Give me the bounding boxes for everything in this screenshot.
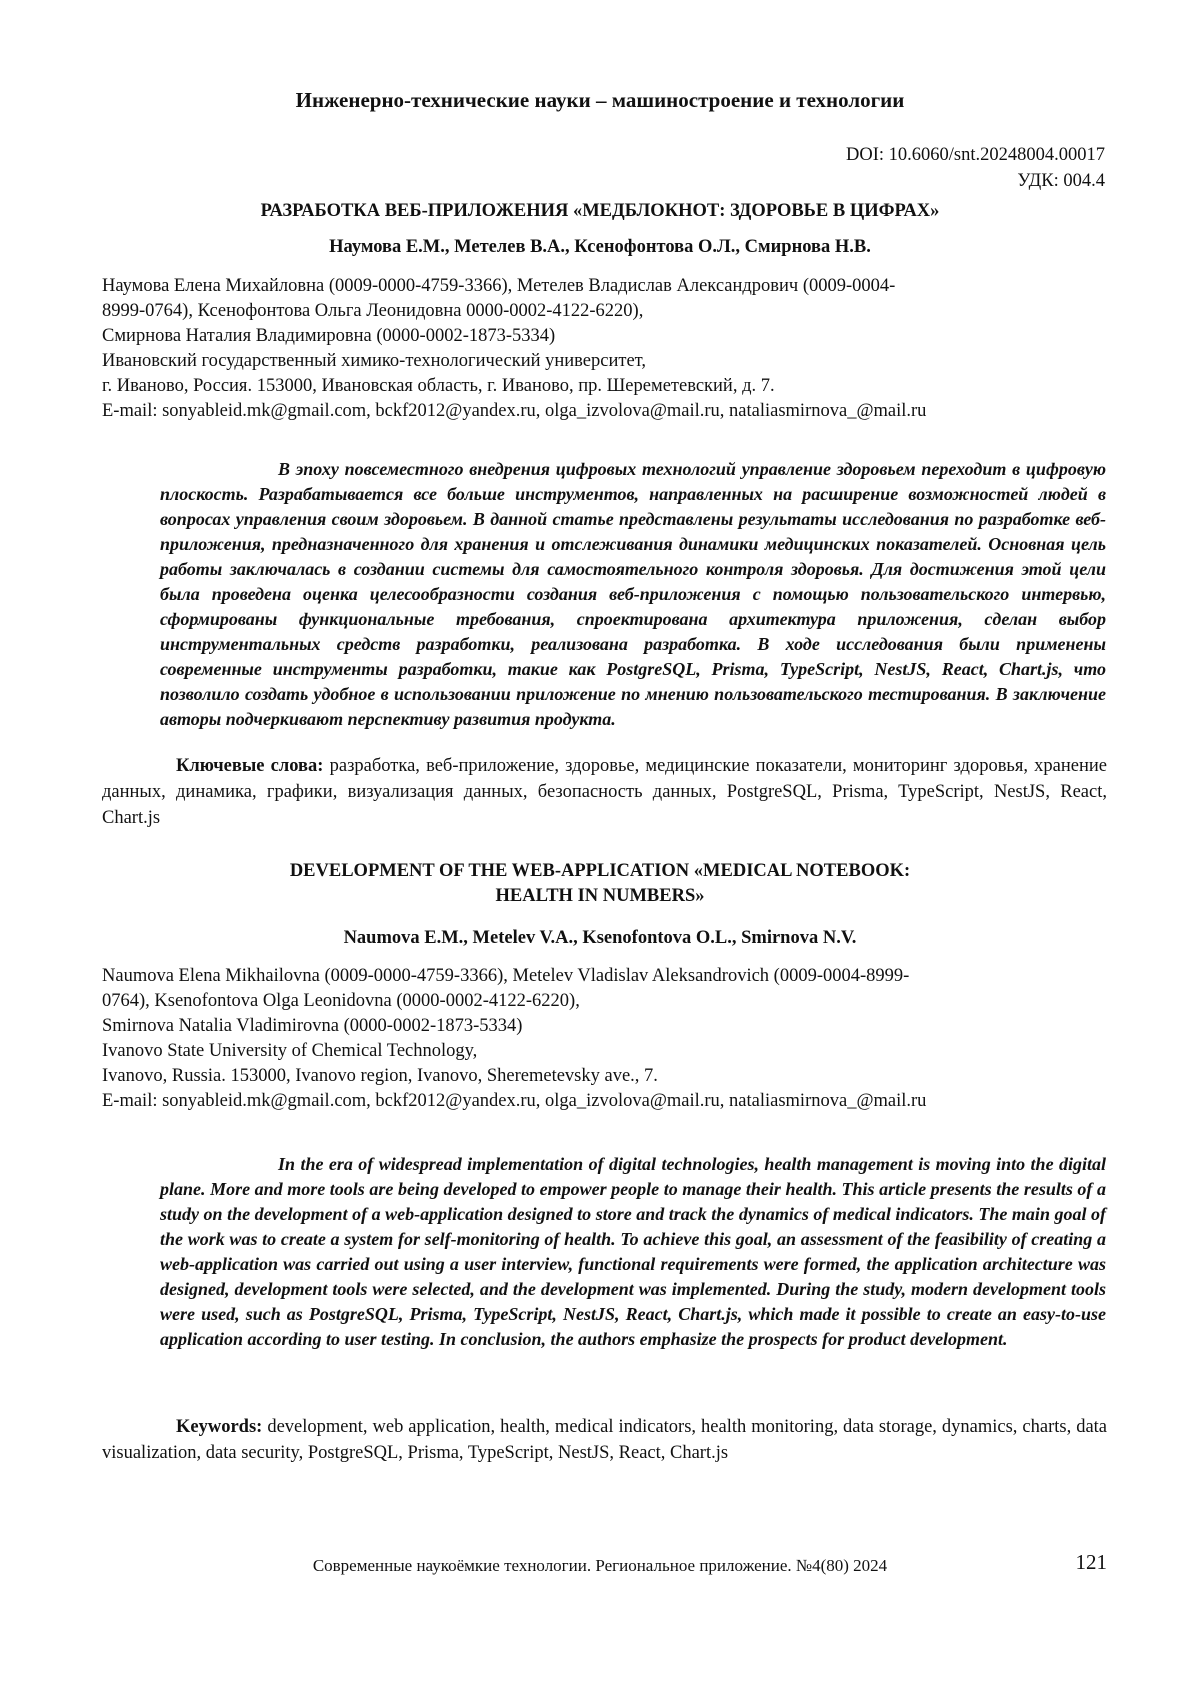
title-line: HEALTH IN NUMBERS»	[495, 886, 705, 906]
author-info-line: Ivanovo, Russia. 153000, Ivanovo region, Ivanovo, Sheremetevsky ave., 7.	[102, 1066, 658, 1086]
abstract-en: In the era of widespread implementation of digital technologies, health management is moving into the digital plane. More and more tools are being developed to empower people to manage their health. This article presents the results of a study on the development of a web-application designed to store and track the dynamics of medical indicators. The main goal of the work was to create a system for self-monitoring of health. To achieve this goal, an assessment of the feasibility of creating a web-application was carried out using a user interview, functional requirements were formed, the application architecture was designed, development tools were selected, and the development was implemented. During the study, modern development tools were used, such as PostgreSQL, Prisma, TypeScript, NestJS, React, Chart.js, which made it possible to create an easy-to-use application according to user testing. In conclusion, the authors emphasize the prospects for product development.	[160, 1154, 1106, 1349]
author-info-line: г. Иваново, Россия. 153000, Ивановская область, г. Иваново, пр. Шереметевский, д. 7.	[102, 376, 775, 396]
udk: УДК: 004.4	[1017, 171, 1105, 191]
journal-footer: Современные наукоёмкие технологии. Региональное приложение. №4(80) 2024	[312, 1556, 888, 1575]
article-title-en	[0, 859, 1200, 909]
keywords-text: development, web application, health, medical indicators, health monitoring, data storage, dynamics, charts, data visualization, data security, PostgreSQL, Prisma, TypeScript, NestJS, React, Chart.js	[102, 1417, 1108, 1463]
author-info-line: Наумова Елена Михайловна (0009-0000-4759-3366), Метелев Владислав Александрович (0009-0004-	[102, 276, 896, 296]
author-info-line: Ivanovo State University of Chemical Technology,	[102, 1041, 478, 1061]
abstract-ru: В эпоху повсеместного внедрения цифровых технологий управление здоровьем переходит в цифровую плоскость. Разрабатывается все больше инструментов, направленных на расширение возможностей людей в вопросах управления своим здоровьем. В данной статье представлены результаты исследования по разработке веб-приложения, предназначенного для хранения и отслеживания динамики медицинских показателей. Основная цель работы заключалась в создании системы для самостоятельного контроля здоровья. Для достижения этой цели была проведена оценка целесообразности создания веб-приложения с помощью пользовательского интервью, сформированы функциональные требования, спроектирована архитектура приложения, сделан выбор инструментальных средств разработки, реализована разработка. В ходе исследования были применены современные инструменты разработки, такие как PostgreSQL, Prisma, TypeScript, NestJS, React, Chart.js, что позволило создать удобное в использовании приложение по мнению пользовательского тестирования. В заключение авторы подчеркивают перспективу развития продукта.	[160, 459, 1106, 729]
authors-en: Naumova E.M., Metelev V.A., Ksenofontova O.L., Smirnova N.V.	[343, 928, 857, 948]
author-info-ru	[102, 274, 1107, 424]
journal-section-heading: Инженерно-технические науки – машиностроение и технологии	[295, 88, 905, 112]
page-number: 121	[1075, 1550, 1107, 1574]
author-info-line: E-mail: sonyableid.mk@gmail.com, bckf2012@yandex.ru, olga_izvolova@mail.ru, nataliasmirnova_@mail.ru	[102, 1091, 927, 1111]
keywords-label: Keywords:	[176, 1417, 263, 1437]
author-info-line: E-mail: sonyableid.mk@gmail.com, bckf2012@yandex.ru, olga_izvolova@mail.ru, nataliasmirnova_@mail.ru	[102, 401, 927, 421]
doi: DOI: 10.6060/snt.20248004.00017	[846, 145, 1105, 165]
keywords-label: Ключевые слова:	[176, 756, 324, 776]
author-info-line: Naumova Elena Mikhailovna (0009-0000-4759-3366), Metelev Vladislav Aleksandrovich (0009-0004-8999-	[102, 966, 910, 986]
authors-ru: Наумова Е.М., Метелев В.А., Ксенофонтова О.Л., Смирнова Н.В.	[329, 237, 871, 257]
article-title-ru: РАЗРАБОТКА ВЕБ-ПРИЛОЖЕНИЯ «МЕДБЛОКНОТ: ЗДОРОВЬЕ В ЦИФРАХ»	[260, 201, 940, 221]
title-line: DEVELOPMENT OF THE WEB-APPLICATION «MEDICAL NOTEBOOK:	[289, 861, 911, 881]
keywords-en	[102, 1414, 1107, 1466]
author-info-line: Смирнова Наталия Владимировна (0000-0002-1873-5334)	[102, 326, 556, 346]
author-info-line: Ивановский государственный химико-технологический университет,	[102, 351, 646, 371]
keywords-text: разработка, веб-приложение, здоровье, медицинские показатели, мониторинг здоровья, хранение данных, динамика, графики, визуализация данных, безопасность данных, PostgreSQL, Prisma, TypeScript, NestJS, React, Chart.js	[102, 756, 1108, 828]
keywords-ru	[102, 753, 1107, 831]
author-info-line: 0764), Ksenofontova Olga Leonidovna (0000-0002-4122-6220),	[102, 991, 580, 1011]
author-info-line: Smirnova Natalia Vladimirovna (0000-0002-1873-5334)	[102, 1016, 523, 1036]
author-info-en	[102, 964, 1107, 1114]
author-info-line: 8999-0764), Ксенофонтова Ольга Леонидовна 0000-0002-4122-6220),	[102, 301, 644, 321]
